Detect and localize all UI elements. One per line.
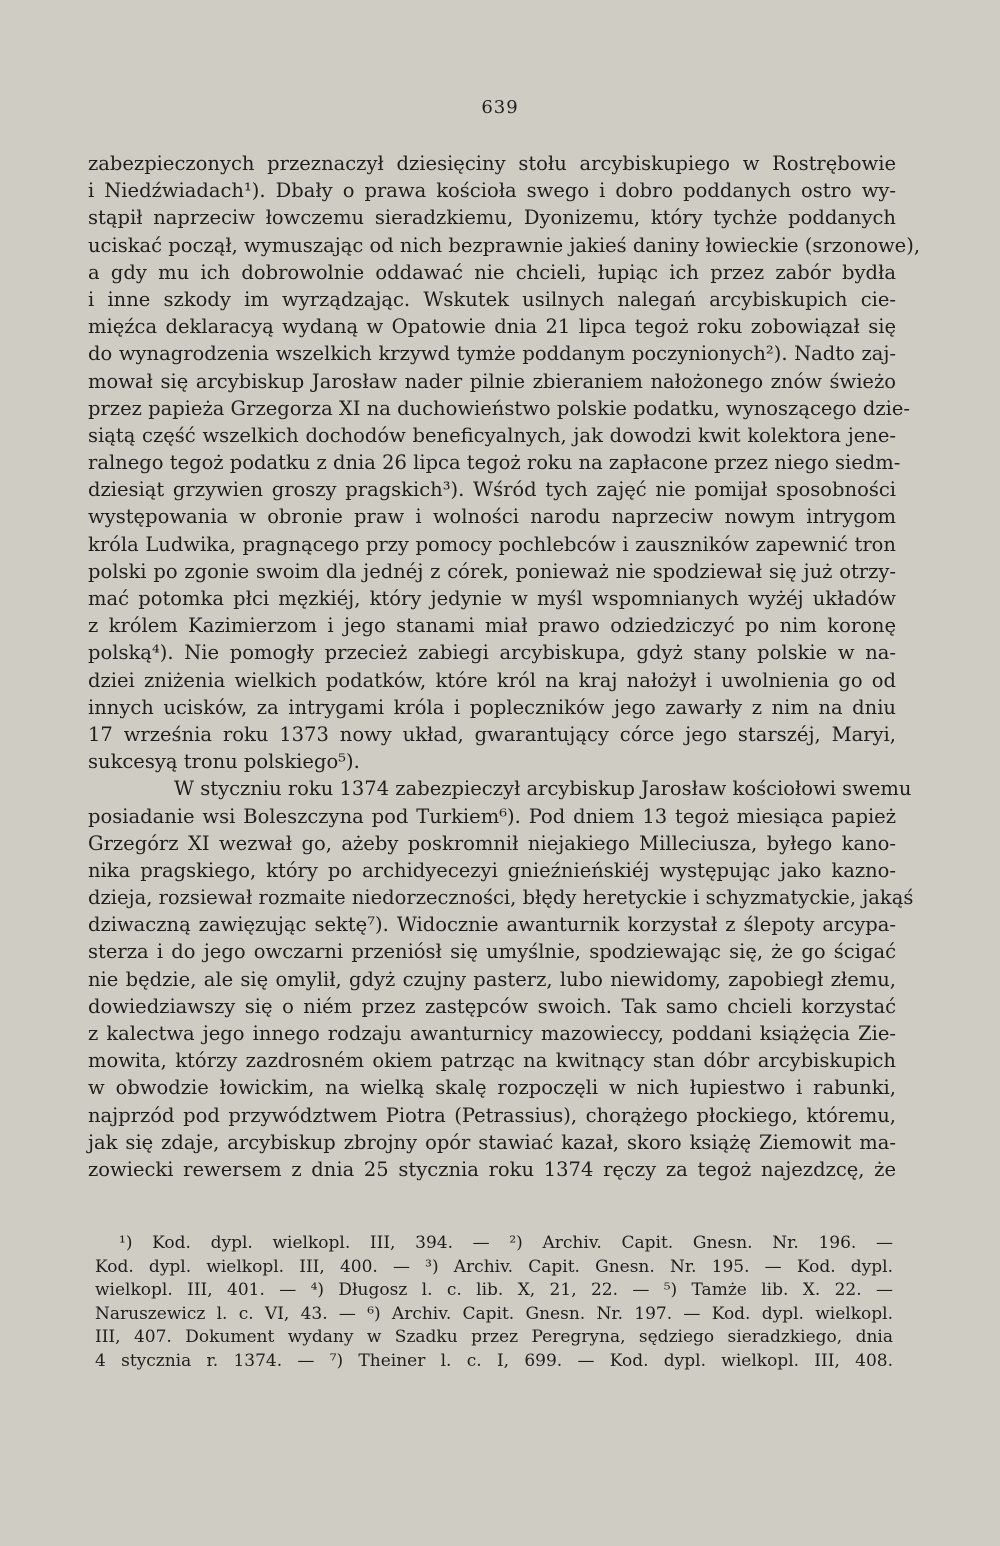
text-line: Grzegórz XI wezwał go, ażeby poskromnił niejakiego Milleciusza, byłego kano- — [88, 831, 896, 855]
text-line: sterza i do jego owczarni przeniósł się umyślnie, spodziewając się, że go ścigać — [88, 940, 896, 964]
text-line: siątą część wszelkich dochodów beneficyalnych, jak dowodzi kwit kolektora jene- — [88, 423, 896, 447]
body-text — [88, 150, 921, 1183]
footnote-line: Naruszewicz l. c. VI, 43. — ⁶) Archiv. Capit. Gnesn. Nr. 197. — Kod. dypl. wielkopl. — [95, 1303, 893, 1324]
text-line: nika pragskiego, który po archidyecezyi gnieźnieńskiéj występując jako kazno- — [88, 858, 896, 882]
footnote-line: III, 407. Dokument wydany w Szadku przez Peregryna, sędziego sieradzkiego, dnia — [95, 1327, 893, 1347]
footnote-line: Kod. dypl. wielkopl. III, 400. — ³) Archiv. Capit. Gnesn. Nr. 195. — Kod. dypl. — [95, 1256, 893, 1277]
text-line: występowania w obronie praw i wolności narodu naprzeciw nowym intrygom — [88, 505, 896, 529]
text-line: dziei zniżenia wielkich podatków, które król na kraj nałożył i uwolnienia go od — [88, 668, 896, 692]
text-line: jak się zdaje, arcybiskup zbrojny opór stawiać kazał, skoro książę Ziemowit ma- — [88, 1130, 896, 1154]
paragraph-start-line: W styczniu roku 1374 zabezpieczył arcybiskup Jarosław kościołowi swemu — [174, 777, 912, 801]
text-line: dzieja, rozsiewał rozmaite niedorzeczności, błędy heretyckie i schyzmatyckie, jakąś — [88, 886, 914, 910]
text-line: stąpił naprzeciw łowczemu sieradzkiemu, Dyonizemu, który tychże poddanych — [88, 206, 896, 230]
text-line: najprzód pod przywództwem Piotra (Petrassius), chorążego płockiego, któremu, — [88, 1103, 896, 1127]
text-line: dziesiąt grzywien groszy pragskich³). Wśród tych zajęć nie pomijał sposobności — [88, 478, 896, 502]
text-line: mował się arcybiskup Jarosław nader pilnie zbieraniem nałożonego znów świeżo — [88, 369, 896, 393]
text-line: ralnego tegoż podatku z dnia 26 lipca tegoż roku na zapłacone przez niego siedm- — [88, 451, 901, 475]
text-line: i inne szkody im wyrządzając. Wskutek usilnych nalegań arcybiskupich cie- — [88, 287, 896, 311]
text-line: a gdy mu ich dobrowolnie oddawać nie chcieli, łupiąc ich przez zabór bydła — [88, 260, 896, 284]
text-line: uciskać począł, wymuszając od nich bezprawnie jakieś daniny łowieckie (srzonowe), — [88, 233, 921, 257]
text-line: przez papieża Grzegorza XI na duchowieństwo polskie podatku, wynoszącego dzie- — [88, 396, 910, 420]
text-line: z kalectwa jego innego rodzaju awanturnicy mazowieccy, poddani książęcia Zie- — [88, 1022, 896, 1045]
text-line: zabezpieczonych przeznaczył dziesięciny stołu arcybiskupiego w Rostrębowie — [88, 152, 896, 175]
footnotes — [95, 1232, 893, 1373]
text-line: do wynagrodzenia wszelkich krzywd tymże poddanym poczynionych²). Nadto zaj- — [88, 342, 896, 366]
footnote-line: ¹) Kod. dypl. wielkopl. III, 394. — ²) Archiv. Capit. Gnesn. Nr. 196. — — [119, 1233, 893, 1253]
text-line: 17 września roku 1373 nowy układ, gwarantujący córce jego starszéj, Maryi, — [88, 722, 896, 746]
text-line: w obwodzie łowickim, na wielką skalę rozpoczęli w nich łupiestwo i rabunki, — [88, 1076, 896, 1100]
footnote-line: wielkopl. III, 401. — ⁴) Długosz l. c. lib. X, 21, 22. — ⁵) Tamże lib. X. 22. — — [95, 1280, 893, 1300]
text-line: zowiecki rewersem z dnia 25 stycznia roku 1374 ręczy za tegoż najezdzcę, że — [88, 1157, 896, 1181]
text-line: polską⁴). Nie pomogły przecież zabiegi arcybiskupa, gdyż stany polskie w na- — [88, 641, 896, 665]
text-line: nie będzie, ale się omylił, gdyż czujny pasterz, lubo niewidomy, zapobiegł złemu, — [88, 967, 896, 991]
text-line: króla Ludwika, pragnącego przy pomocy pochlebców i zauszników zapewnić tron — [88, 532, 896, 556]
text-line: mowita, którzy zazdrosném okiem patrząc na kwitnący stan dóbr arcybiskupich — [88, 1049, 896, 1073]
page-number: 639 — [481, 97, 519, 118]
text-line: dowiedziawszy się o niém przez zastępców swoich. Tak samo chcieli korzystać — [88, 994, 896, 1018]
text-line: polski po zgonie swoim dla jednéj z córek, ponieważ nie spodziewał się już otrzy- — [88, 559, 896, 583]
text-line: mięźca deklaracyą wydaną w Opatowie dnia 21 lipca tegoż roku zobowiązał się — [88, 315, 896, 339]
text-line: sukcesyą tronu polskiego⁵). — [88, 750, 360, 774]
text-line: posiadanie wsi Boleszczyna pod Turkiem⁶). Pod dniem 13 tegoż miesiąca papież — [88, 804, 896, 828]
text-line: i Niedźwiadach¹). Dbały o prawa kościoła swego i dobro poddanych ostro wy- — [88, 179, 896, 203]
text-line: mać potomka płci męzkiéj, który jedynie w myśl wspomnianych wyżéj układów — [88, 587, 896, 610]
text-line: innych ucisków, za intrygami króla i popleczników jego zawarły z nim na dniu — [88, 695, 896, 719]
text-line: z królem Kazimierzom i jego stanami miał prawo odziedziczyć po nim koronę — [88, 614, 896, 638]
text-line: dziwaczną zawięzując sektę⁷). Widocznie awanturnik korzystał z ślepoty arcypa- — [88, 913, 896, 937]
footnote-line: 4 stycznia r. 1374. — ⁷) Theiner l. c. I, 699. — Kod. dypl. wielkopl. III, 408. — [95, 1350, 893, 1371]
